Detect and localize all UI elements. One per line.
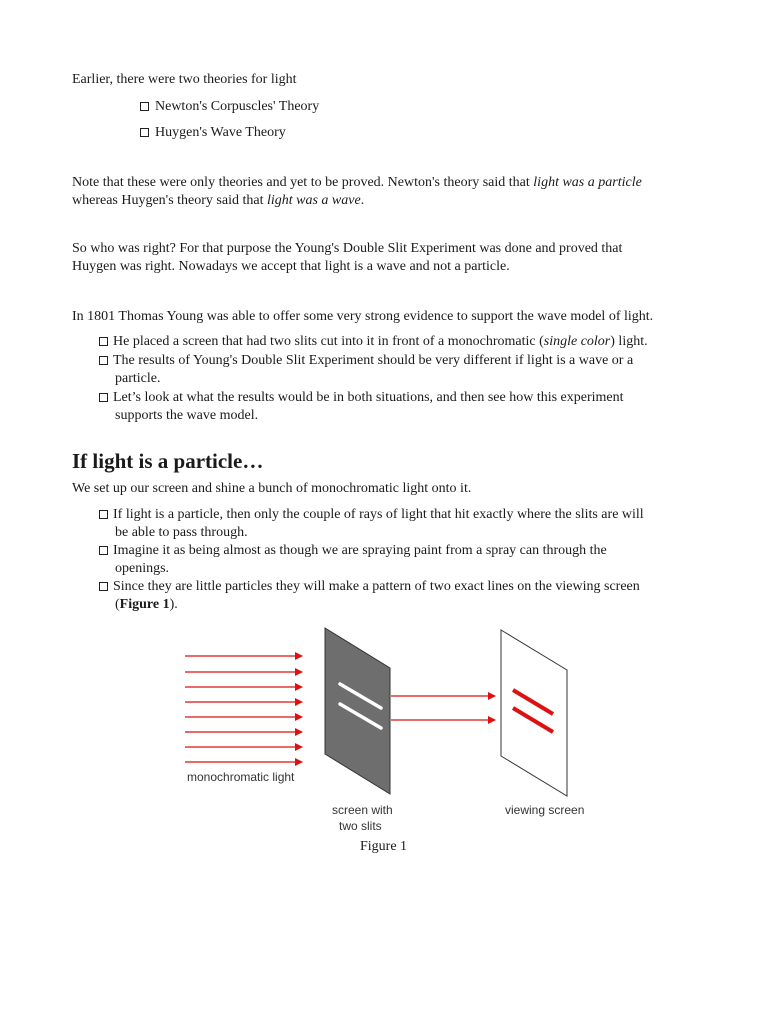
particle-bullet-1: If light is a particle, then only the couple of rays of light that hit exactly where the slits are will — [99, 506, 644, 524]
note-line-2: whereas Huygen's theory said that light was a wave. — [72, 193, 365, 208]
viewing-screen — [501, 630, 567, 796]
checkbox-icon — [99, 337, 108, 346]
particle-bullet-3-cont: (Figure 1). — [115, 597, 178, 612]
particle-bullet-2: Imagine it as being almost as though we are spraying paint from a spray can through the — [99, 542, 607, 560]
label-viewing-screen: viewing screen — [505, 803, 585, 817]
young-bullet-1: He placed a screen that had two slits cut into it in front of a monochromatic (single color) light. — [99, 333, 648, 351]
checkbox-icon — [140, 128, 149, 137]
checkbox-icon — [99, 546, 108, 555]
checkbox-icon — [99, 510, 108, 519]
young-bullet-3-cont: supports the wave model. — [115, 408, 259, 423]
young-intro: In 1801 Thomas Young was able to offer some very strong evidence to support the wave model of light. — [72, 309, 654, 324]
young-bullet-2-cont: particle. — [115, 371, 161, 386]
intro-text: Earlier, there were two theories for light — [72, 72, 297, 87]
figure-caption: Figure 1 — [360, 839, 408, 854]
note-line-1: Note that these were only theories and yet to be proved. Newton's theory said that light was a particle — [72, 175, 642, 190]
young-bullet-2: The results of Young's Double Slit Experiment should be very different if light is a wave or a — [99, 352, 633, 370]
particle-bullet-2-cont: openings. — [115, 561, 170, 576]
particle-bullet-3: Since they are little particles they will make a pattern of two exact lines on the viewing screen — [99, 578, 640, 596]
theory-item: Newton's Corpuscles' Theory — [140, 98, 319, 116]
incident-rays — [185, 656, 302, 762]
slit-screen — [325, 628, 390, 794]
checkbox-icon — [99, 356, 108, 365]
checkbox-icon — [140, 102, 149, 111]
young-bullet-3: Let’s look at what the results would be in both situations, and then see how this experiment — [99, 389, 624, 407]
label-screen-with: screen with — [332, 803, 393, 817]
particle-bullet-1-cont: be able to pass through. — [115, 525, 248, 540]
who-line-1: So who was right? For that purpose the Young's Double Slit Experiment was done and proved that — [72, 241, 623, 256]
who-line-2: Huygen was right. Nowadays we accept that light is a wave and not a particle. — [72, 259, 510, 274]
particle-intro: We set up our screen and shine a bunch of monochromatic light onto it. — [72, 481, 472, 496]
label-monochromatic-light: monochromatic light — [187, 770, 295, 784]
label-two-slits: two slits — [339, 819, 382, 833]
checkbox-icon — [99, 393, 108, 402]
theory-item: Huygen's Wave Theory — [140, 124, 286, 142]
checkbox-icon — [99, 582, 108, 591]
section-heading: If light is a particle… — [72, 449, 264, 473]
